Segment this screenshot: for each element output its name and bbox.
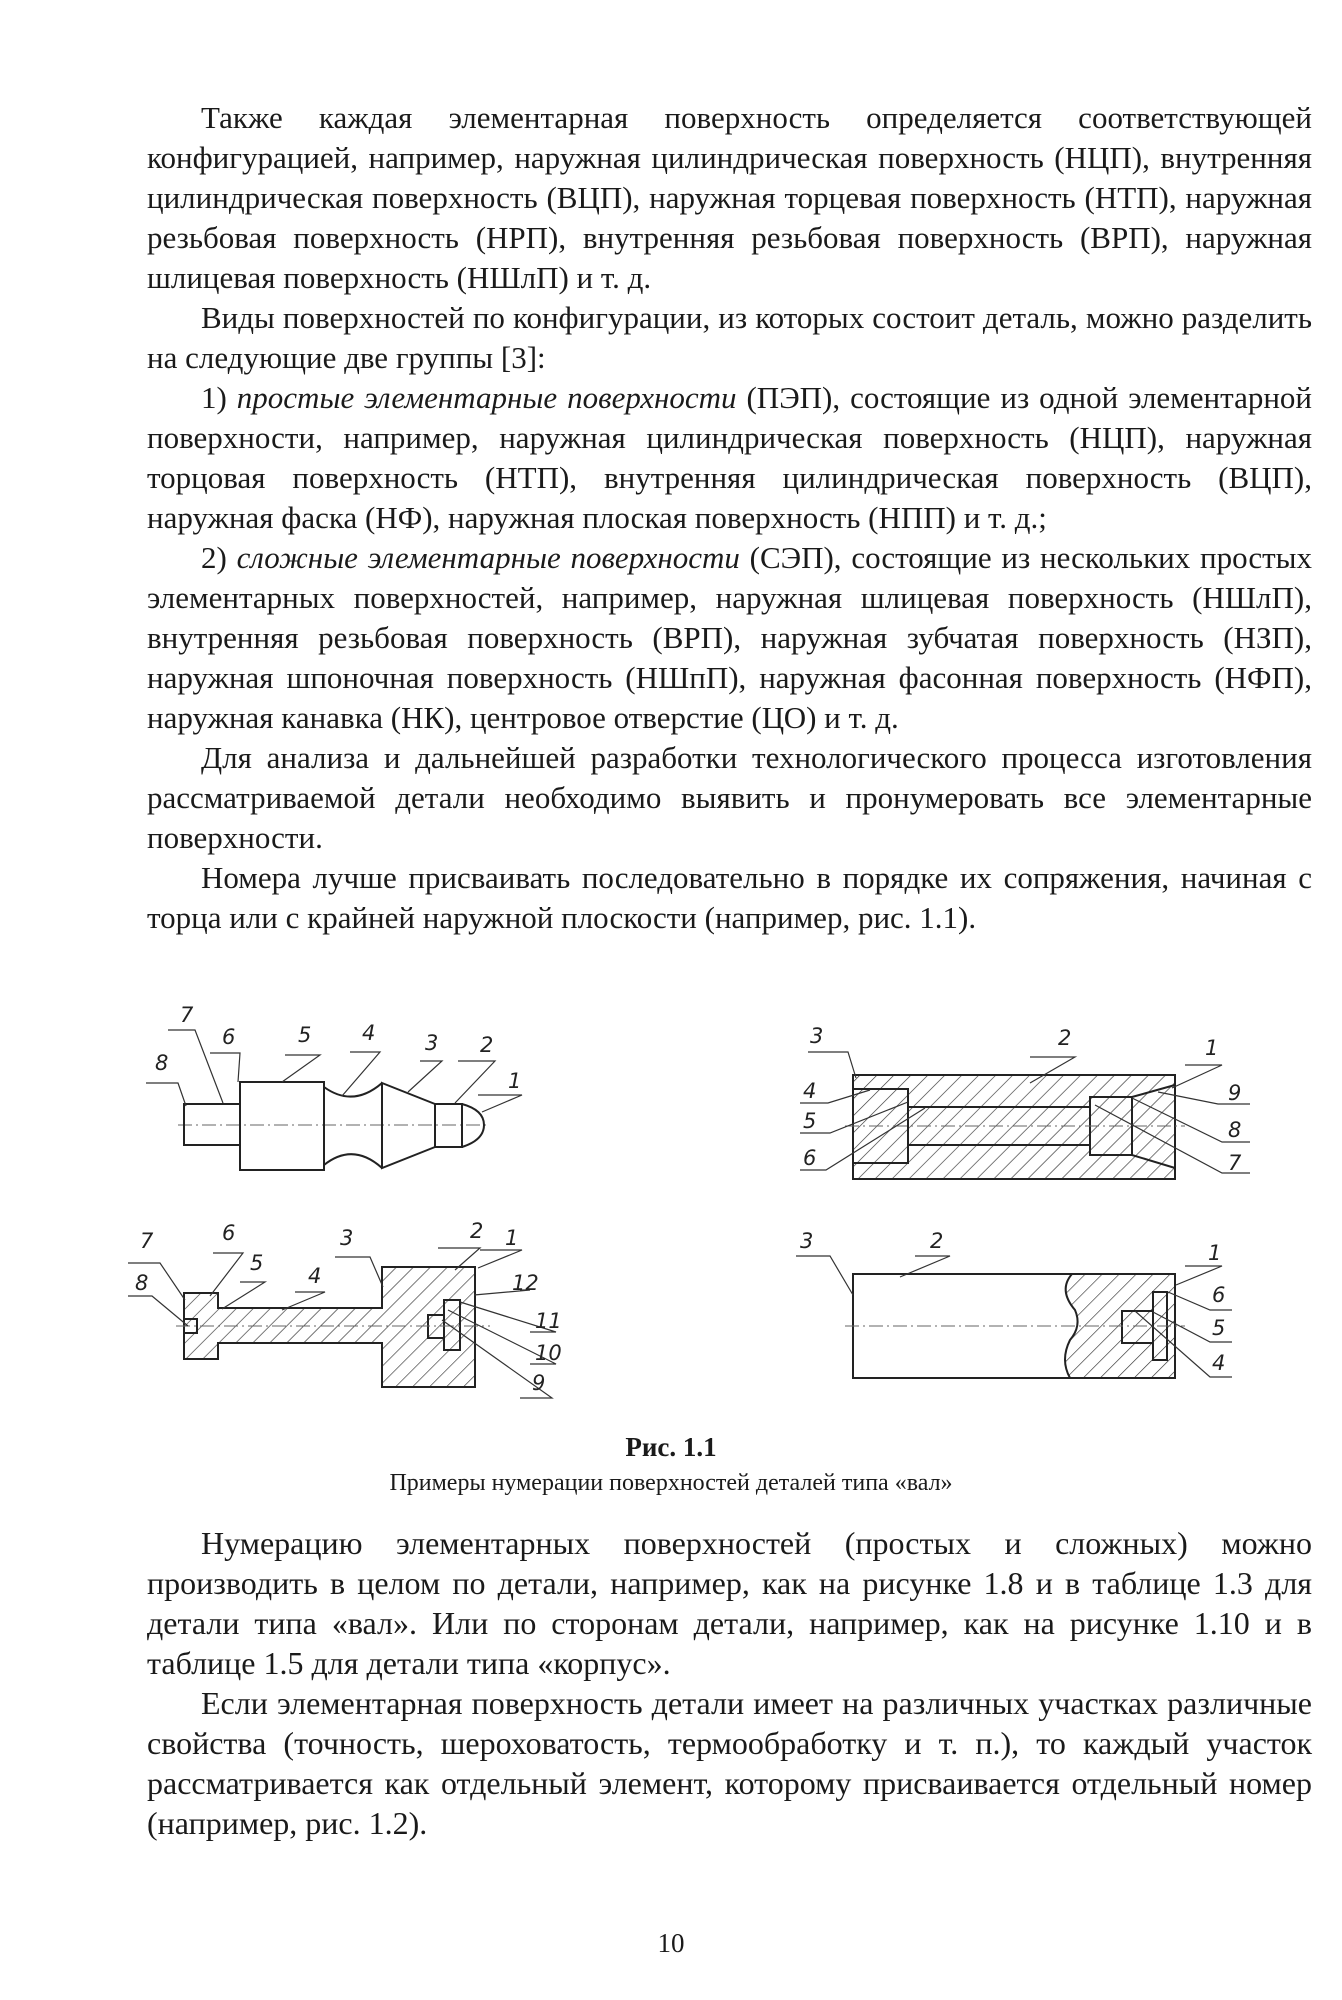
list-text: (ПЭП), состоящие из одной элементарной поверхности, например, наружная цилиндрическая поверхность (НЦП), наружная торцовая поверхность (НТП), внутренняя цилиндрическая поверхность (ВЦП), наружная фаска (НФ), наружная плоская поверхность (НПП) и т. д.;	[147, 380, 1313, 535]
label-5: 5	[298, 1023, 312, 1047]
term: сложные элементарные поверхности	[236, 540, 740, 575]
figure-shaft-drawings	[0, 980, 1342, 1410]
label-1: 1	[508, 1069, 522, 1093]
label-5: 5	[250, 1251, 264, 1275]
paragraph: Если элементарная поверхность детали имеет на различных участках различные свойства (точность, шероховатость, термообработку и т. п.), то каждый участок рассматривается как отдельный элемент, которому присваивается отдельный номер (например, рис. 1.2).	[147, 1685, 1312, 1841]
label-3: 3	[800, 1229, 814, 1253]
body-text-bottom	[147, 1523, 1312, 1843]
label-6: 6	[222, 1025, 236, 1049]
label-6: 6	[222, 1221, 236, 1245]
label-9: 9	[1228, 1081, 1242, 1105]
label-4: 4	[308, 1264, 322, 1288]
paragraph: Номера лучше присваивать последовательно в порядке их сопряжения, начиная с торца или с крайней наружной плоскости (например, рис. 1.1).	[147, 860, 1312, 935]
figure-caption-title: Рис. 1.1	[625, 1432, 717, 1462]
label-8: 8	[1228, 1118, 1242, 1142]
label-2: 2	[470, 1219, 484, 1243]
label-1: 1	[1205, 1036, 1219, 1060]
label-2: 2	[1058, 1026, 1072, 1050]
paragraph: Также каждая элементарная поверхность определяется соответствующей конфигурацией, например, наружная цилиндрическая поверхность (НЦП), внутренняя цилиндрическая поверхность (ВЦП), наружная торцевая поверхность (НТП), наружная резьбовая поверхность (НРП), внутренняя резьбовая поверхность (ВРП), наружная шлицевая поверхность (НШлП) и т. д.	[147, 100, 1312, 295]
label-3: 3	[810, 1024, 824, 1048]
list-item	[147, 378, 1312, 538]
paragraph: Виды поверхностей по конфигурации, из которых состоит деталь, можно разделить на следующие две группы [3]:	[147, 300, 1312, 375]
label-7: 7	[1228, 1151, 1242, 1175]
label-7: 7	[180, 1003, 194, 1027]
list-number: 2)	[201, 540, 237, 575]
drawing-bushing-section	[800, 1024, 1250, 1179]
list-text: (СЭП), состоящие из нескольких простых элементарных поверхностей, например, наружная шлицевая поверхность (НШлП), внутренняя резьбовая поверхность (ВРП), наружная зубчатая поверхность (НЗП), наружная шпоночная поверхность (НШпП), наружная фасонная поверхность (НФП), наружная канавка (НК), центровое отверстие (ЦО) и т. д.	[147, 540, 1312, 735]
label-2: 2	[480, 1033, 494, 1057]
label-6: 6	[803, 1146, 817, 1170]
drawing-stepped-shaft	[146, 1003, 522, 1170]
list-item	[147, 538, 1312, 738]
list-number: 1)	[201, 380, 237, 415]
label-8: 8	[155, 1051, 169, 1075]
label-4: 4	[362, 1021, 376, 1045]
label-5: 5	[1212, 1316, 1226, 1340]
drawing-shaft-section	[128, 1219, 562, 1398]
label-10: 10	[535, 1341, 562, 1365]
label-8: 8	[135, 1271, 149, 1295]
drawing-shaft-partial-section	[796, 1229, 1232, 1378]
paragraph: Для анализа и дальнейшей разработки технологического процесса изготовления рассматриваемой детали необходимо выявить и пронумеровать все элементарные поверхности.	[147, 740, 1312, 855]
term: простые элементарные поверхности	[236, 380, 737, 415]
label-11: 11	[535, 1309, 562, 1333]
label-9: 9	[532, 1371, 546, 1395]
label-2: 2	[930, 1229, 944, 1253]
label-3: 3	[340, 1226, 354, 1250]
paragraph: Нумерацию элементарных поверхностей (простых и сложных) можно производить в целом по детали, например, как на рисунке 1.8 и в таблице 1.3 для детали типа «вал». Или по сторонам детали, например, как на рисунке 1.10 и в таблице 1.5 для детали типа «корпус».	[147, 1525, 1312, 1681]
label-5: 5	[803, 1109, 817, 1133]
label-6: 6	[1212, 1283, 1226, 1307]
label-3: 3	[425, 1031, 439, 1055]
label-12: 12	[512, 1271, 539, 1295]
figure-caption-subtitle: Примеры нумерации поверхностей деталей типа «вал»	[389, 1470, 953, 1496]
label-1: 1	[505, 1226, 519, 1250]
label-4: 4	[1212, 1351, 1226, 1375]
body-text-top	[147, 98, 1312, 938]
label-1: 1	[1208, 1241, 1222, 1265]
label-4: 4	[803, 1079, 817, 1103]
page-number: 10	[657, 1928, 685, 1958]
label-7: 7	[140, 1229, 154, 1253]
